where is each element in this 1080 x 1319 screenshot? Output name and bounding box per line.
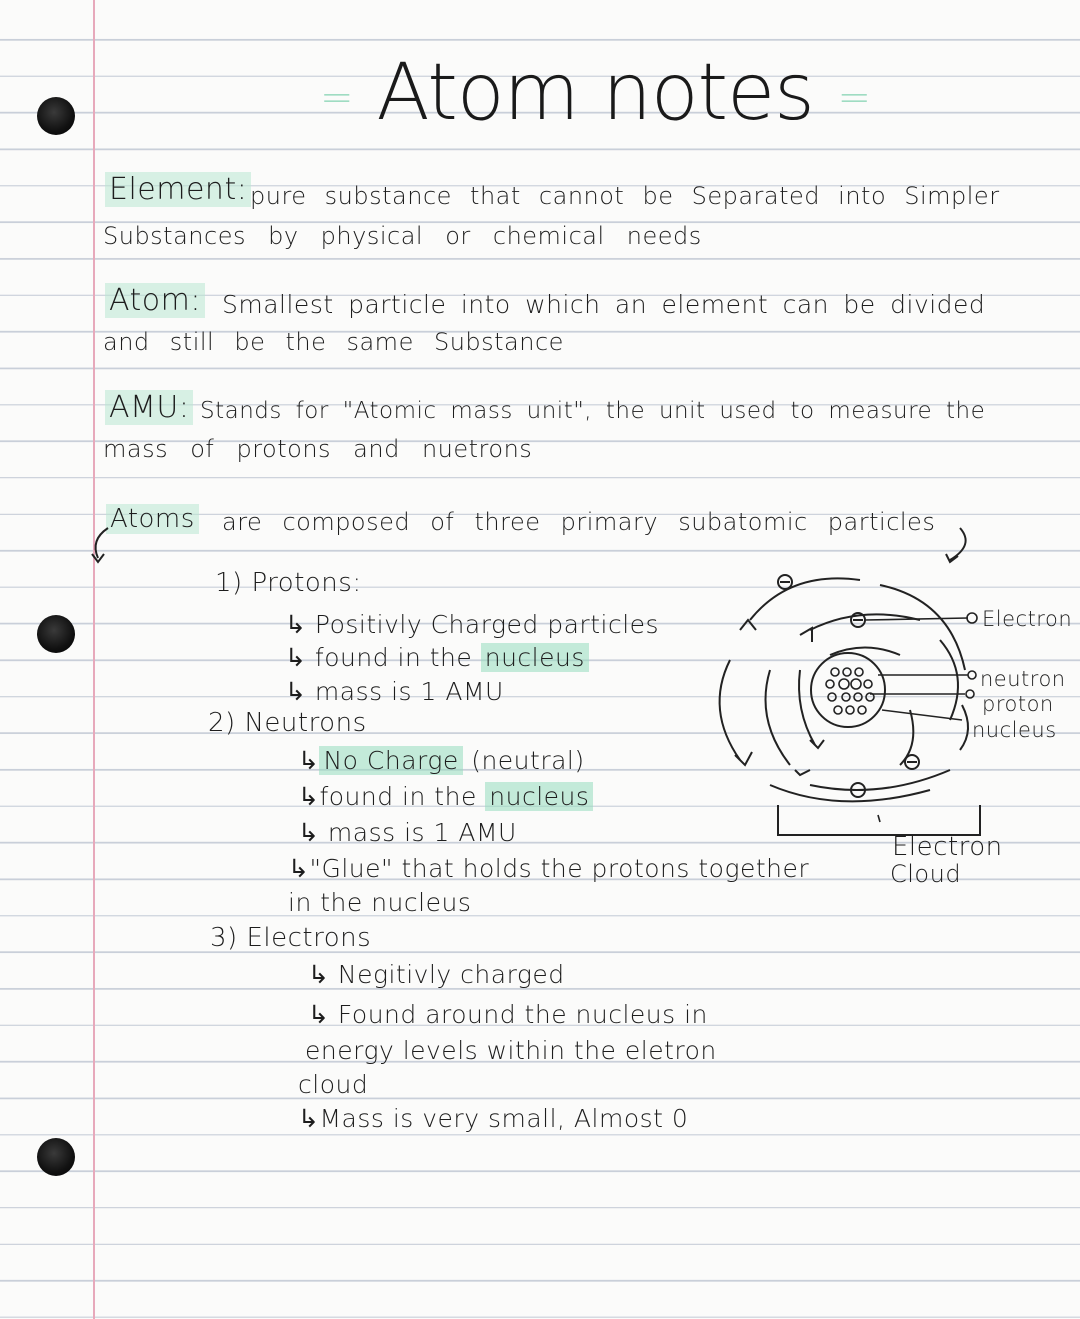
amu-term: AMU: — [105, 393, 193, 423]
protons-heading: 1) Protons: — [215, 568, 362, 598]
neutrons-bullet-4a: ↳"Glue" that holds the protons together — [288, 854, 810, 883]
element-term: Element: — [105, 175, 251, 205]
neutrons-heading: 2) Neutrons — [208, 708, 367, 738]
electrons-heading: 3) Electrons — [210, 923, 372, 953]
neutrons-bullet-1: ↳ No Charge (neutral) — [298, 746, 585, 775]
label-leaders — [865, 613, 977, 822]
binder-hole — [37, 615, 75, 653]
binder-hole — [37, 1138, 75, 1176]
label-electron-cloud-1: Electron — [892, 832, 1003, 862]
electrons-bullet-2a: ↳ Found around the nucleus in — [308, 1000, 708, 1029]
page-title: = Atom notes = — [320, 48, 871, 138]
element-def-line2: Substances by physical or chemical needs — [103, 222, 702, 250]
label-proton: proton — [982, 692, 1054, 716]
protons-bullet-2: ↳ found in the nucleus — [285, 645, 589, 670]
intro-word: Atoms — [106, 506, 199, 532]
margin-line — [93, 0, 95, 1319]
label-nucleus: nucleus — [972, 718, 1057, 742]
intro-rest: are composed of three primary subatomic particles — [222, 508, 936, 536]
label-electron: Electron — [982, 607, 1073, 631]
neutrons-bullet-4b: in the nucleus — [288, 888, 472, 917]
binder-hole — [37, 97, 75, 135]
neutrons-bullet-3: ↳ mass is 1 AMU — [298, 818, 517, 847]
amu-def-line1: Stands for "Atomic mass unit", the unit used to measure the — [200, 398, 986, 424]
atom-term: Atom: — [105, 286, 205, 316]
electrons-bullet-2b: energy levels within the eletron — [305, 1036, 717, 1065]
electrons-bullet-3: ↳Mass is very small, Almost 0 — [298, 1104, 689, 1133]
neutrons-bullet-2: ↳found in the nucleus — [298, 784, 593, 809]
label-neutron: neutron — [980, 667, 1066, 691]
electrons-bullet-1: ↳ Negitivly charged — [308, 960, 565, 989]
atom-def-line2: and still be the same Substance — [103, 328, 564, 356]
label-electron-cloud-2: Cloud — [890, 860, 962, 888]
atom-def-line1: Smallest particle into which an element can be divided — [222, 290, 986, 319]
element-def-line1: pure substance that cannot be Separated into Simpler — [250, 182, 1000, 210]
protons-bullet-3: ↳ mass is 1 AMU — [285, 677, 504, 706]
amu-def-line2: mass of protons and nuetrons — [103, 435, 533, 463]
protons-bullet-1: ↳ Positivly Charged particles — [285, 610, 660, 639]
electrons-bullet-2c: cloud — [298, 1070, 369, 1099]
nucleus — [811, 653, 885, 727]
